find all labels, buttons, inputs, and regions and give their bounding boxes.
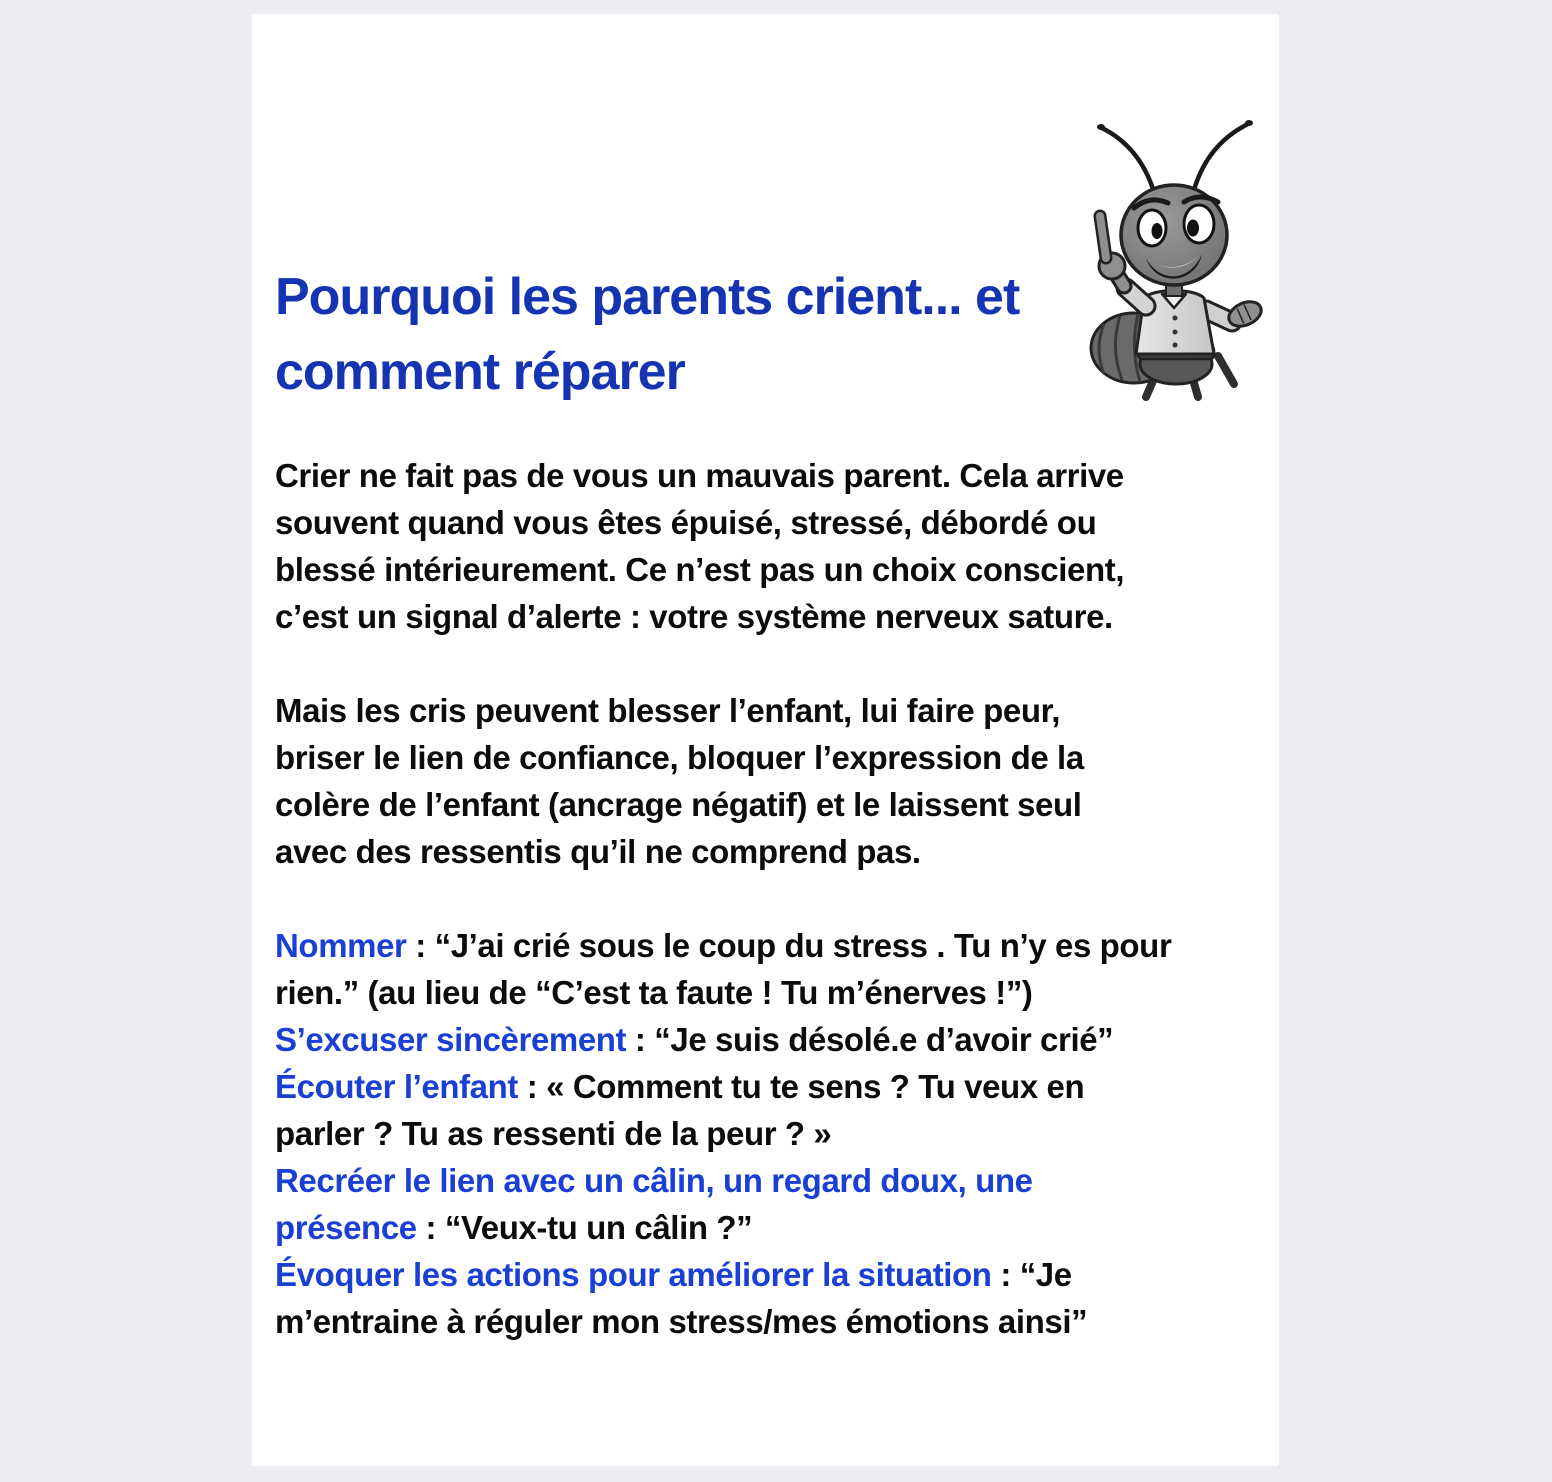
- body-text: c’est un signal d’alerte : votre système nerveux sature.: [275, 598, 1113, 635]
- body-text: briser le lien de confiance, bloquer l’expression de la: [275, 739, 1084, 776]
- keyword-text: Écouter l’enfant: [275, 1068, 518, 1105]
- keyword-text: Recréer le lien avec un câlin, un regard doux, une: [275, 1162, 1033, 1199]
- document-card: [252, 14, 1279, 1466]
- text-line: [275, 593, 1171, 640]
- text-line: [275, 1298, 1171, 1345]
- text-line: [275, 922, 1171, 969]
- body-text: avec des ressentis qu’il ne comprend pas.: [275, 833, 921, 870]
- paragraph: [275, 452, 1171, 640]
- body-text: colère de l’enfant (ancrage négatif) et le laissent seul: [275, 786, 1082, 823]
- keyword-text: S’excuser sincèrement: [275, 1021, 627, 1058]
- text-line: [275, 1157, 1171, 1204]
- text-line: [275, 781, 1171, 828]
- body-text: parler ? Tu as ressenti de la peur ? »: [275, 1115, 832, 1152]
- text-line: [275, 1110, 1171, 1157]
- body-text: souvent quand vous êtes épuisé, stressé, débordé ou: [275, 504, 1097, 541]
- text-line: [275, 734, 1171, 781]
- title-line: comment réparer: [275, 343, 685, 401]
- page-title: [275, 260, 1019, 410]
- body-text: rien.” (au lieu de “C’est ta faute ! Tu m’énerves !”): [275, 974, 1033, 1011]
- text-line: [275, 499, 1171, 546]
- body-paragraphs: [275, 452, 1171, 1345]
- body-text: blessé intérieurement. Ce n’est pas un choix conscient,: [275, 551, 1125, 588]
- body-text: Mais les cris peuvent blesser l’enfant, lui faire peur,: [275, 692, 1060, 729]
- text-line: [275, 1063, 1171, 1110]
- paragraph: [275, 922, 1171, 1345]
- text-line: [275, 1016, 1171, 1063]
- body-text: : « Comment tu te sens ? Tu veux en: [517, 1068, 1085, 1105]
- text-line: [275, 1204, 1171, 1251]
- paragraph: [275, 687, 1171, 875]
- body-text: Crier ne fait pas de vous un mauvais parent. Cela arrive: [275, 457, 1124, 494]
- ant-mascot-illustration: [1082, 98, 1264, 402]
- body-text: m’entraine à réguler mon stress/mes émotions ainsi”: [275, 1303, 1088, 1340]
- text-line: [275, 828, 1171, 875]
- body-text: : “Je suis désolé.e d’avoir crié”: [626, 1021, 1114, 1058]
- body-text: : “J’ai crié sous le coup du stress . Tu n’y es pour: [406, 927, 1172, 964]
- title-line: Pourquoi les parents crient... et: [275, 268, 1020, 326]
- text-line: [275, 687, 1171, 734]
- body-text: : “Veux-tu un câlin ?”: [416, 1209, 753, 1246]
- keyword-text: Évoquer les actions pour améliorer la situation: [275, 1256, 992, 1293]
- text-line: [275, 546, 1171, 593]
- text-line: [275, 452, 1171, 499]
- body-text: : “Je: [991, 1256, 1072, 1293]
- keyword-text: Nommer: [275, 927, 407, 964]
- keyword-text: présence: [275, 1209, 417, 1246]
- text-line: [275, 1251, 1171, 1298]
- text-line: [275, 969, 1171, 1016]
